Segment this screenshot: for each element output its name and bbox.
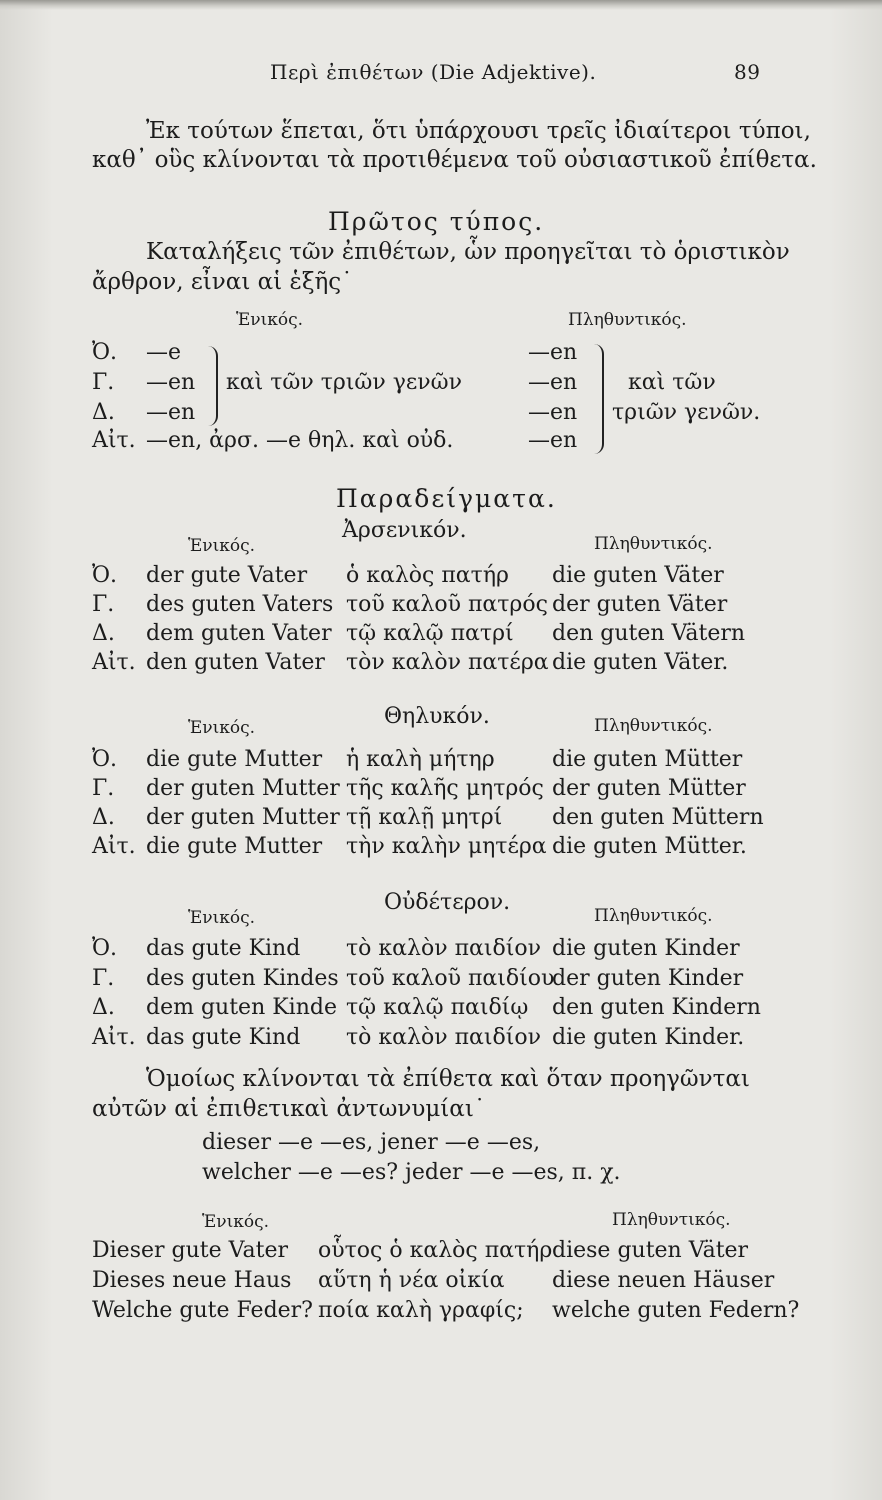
- neut-case-nom: Ὀ.: [92, 936, 118, 961]
- neut-german-gen: des guten Kindes: [146, 966, 339, 991]
- singular-ending-dat: —en: [146, 400, 196, 425]
- endings-case-nom: Ὀ.: [92, 340, 118, 365]
- endings-case-gen: Γ.: [92, 370, 115, 395]
- fem-german-gen: der guten Mutter: [146, 776, 340, 801]
- neut-greek-nom: τὸ καλὸν παιδίον: [346, 936, 542, 961]
- pronoun-german-3: Welche gute Feder?: [92, 1298, 313, 1323]
- masc-greek-dat: τῷ καλῷ πατρί: [346, 621, 514, 646]
- pronoun-greek-3: ποία καλὴ γραφίς;: [318, 1298, 524, 1323]
- pronouns-singular-label: Ἑνικός.: [202, 1212, 270, 1232]
- neut-german-acc: das gute Kind: [146, 1025, 301, 1050]
- pronoun-plural-3: welche guten Federn?: [552, 1298, 800, 1323]
- fem-singular-label: Ἑνικός.: [188, 718, 256, 738]
- pronoun-german-1: Dieser gute Vater: [92, 1238, 288, 1263]
- masc-german-gen: des guten Vaters: [146, 592, 334, 617]
- neut-greek-acc: τὸ καλὸν παιδίον: [346, 1025, 542, 1050]
- neut-plural-nom: die guten Kinder: [552, 936, 740, 961]
- endings-case-dat: Δ.: [92, 400, 115, 425]
- masc-german-nom: der gute Vater: [146, 563, 308, 588]
- first-type-text-2: ἄρθρον, εἶναι αἱ ἑξῆς˙: [92, 269, 353, 295]
- fem-case-acc: Αἰτ.: [92, 834, 136, 859]
- fem-german-dat: der guten Mutter: [146, 805, 340, 830]
- masc-greek-gen: τοῦ καλοῦ πατρός: [346, 592, 548, 617]
- examples-heading: Παραδείγματα.: [336, 484, 557, 513]
- pronouns-list-2: welcher —e —es? jeder —e —es, π. χ.: [202, 1160, 621, 1185]
- pronoun-plural-1: diese guten Väter: [552, 1238, 749, 1263]
- masc-plural-nom: die guten Väter: [552, 563, 724, 588]
- fem-case-gen: Γ.: [92, 776, 115, 801]
- singular-ending-acc: —en, ἀρσ. —e θηλ. καὶ οὐδ.: [146, 428, 454, 453]
- neut-singular-label: Ἑνικός.: [188, 908, 256, 928]
- pronoun-plural-2: diese neuen Häuser: [552, 1268, 775, 1293]
- masc-case-acc: Αἰτ.: [92, 650, 136, 675]
- neut-case-dat: Δ.: [92, 995, 115, 1020]
- singular-ending-nom: —e: [146, 340, 182, 365]
- intro-line-2: καθ᾽ οὓς κλίνονται τὰ προτιθέμενα τοῦ οὐσιαστικοῦ ἐπίθετα.: [92, 147, 817, 173]
- neut-case-acc: Αἰτ.: [92, 1025, 136, 1050]
- fem-greek-gen: τῆς καλῆς μητρός: [346, 776, 544, 801]
- first-type-text-1: Καταλήξεις τῶν ἐπιθέτων, ὧν προηγεῖται τὸ ὁριστικὸν: [146, 239, 790, 265]
- masc-german-acc: den guten Vater: [146, 650, 325, 675]
- pronoun-greek-2: αὕτη ἡ νέα οἰκία: [318, 1268, 505, 1293]
- plural-note-2: τριῶν γενῶν.: [612, 400, 761, 425]
- pronouns-text-2: αὐτῶν αἱ ἐπιθετικαὶ ἀντωνυμίαι˙: [92, 1096, 486, 1122]
- plural-brace: [594, 344, 604, 454]
- fem-plural-nom: die guten Mütter: [552, 747, 743, 772]
- page-number: 89: [734, 60, 761, 84]
- pronouns-text-1: Ὁμοίως κλίνονται τὰ ἐπίθετα καὶ ὅταν προηγῶνται: [146, 1066, 750, 1092]
- neut-plural-label: Πληθυντικός.: [594, 906, 713, 926]
- plural-note-1: καὶ τῶν: [628, 370, 716, 395]
- singular-note: καὶ τῶν τριῶν γενῶν: [226, 370, 462, 395]
- fem-case-dat: Δ.: [92, 805, 115, 830]
- masc-german-dat: dem guten Vater: [146, 621, 332, 646]
- neut-greek-dat: τῷ καλῷ παιδίῳ: [346, 995, 529, 1020]
- masc-greek-acc: τὸν καλὸν πατέρα: [346, 650, 549, 675]
- pronouns-list-1: dieser —e —es, jener —e —es,: [202, 1130, 541, 1155]
- pronoun-greek-1: οὗτος ὁ καλὸς πατήρ: [318, 1238, 553, 1263]
- neut-german-dat: dem guten Kinde: [146, 995, 337, 1020]
- neut-german-nom: das gute Kind: [146, 936, 301, 961]
- first-type-heading: Πρῶτος τύπος.: [328, 207, 545, 236]
- fem-plural-label: Πληθυντικός.: [594, 716, 713, 736]
- neut-plural-gen: der guten Kinder: [552, 966, 744, 991]
- endings-case-acc: Αἰτ.: [92, 428, 136, 453]
- endings-singular-label: Ἑνικός.: [236, 310, 304, 330]
- masc-greek-nom: ὁ καλὸς πατήρ: [346, 563, 509, 588]
- fem-greek-nom: ἡ καλὴ μήτηρ: [346, 747, 495, 772]
- fem-plural-gen: der guten Mütter: [552, 776, 746, 801]
- neut-case-gen: Γ.: [92, 966, 115, 991]
- pronouns-plural-label: Πληθυντικός.: [612, 1210, 731, 1230]
- page-top-edge: [0, 0, 882, 10]
- fem-german-nom: die gute Mutter: [146, 747, 323, 772]
- singular-ending-gen: —en: [146, 370, 196, 395]
- fem-plural-dat: den guten Müttern: [552, 805, 764, 830]
- fem-greek-acc: τὴν καλὴν μητέρα: [346, 834, 547, 859]
- fem-greek-dat: τῇ καλῇ μητρί: [346, 805, 503, 830]
- neut-plural-dat: den guten Kindern: [552, 995, 761, 1020]
- masc-plural-dat: den guten Vätern: [552, 621, 746, 646]
- fem-gender-label: Θηλυκόν.: [384, 704, 490, 729]
- neut-gender-label: Οὐδέτερον.: [384, 890, 511, 915]
- masc-gender-label: Ἀρσενικόν.: [342, 518, 467, 543]
- endings-plural-label: Πληθυντικός.: [568, 310, 687, 330]
- masc-case-nom: Ὀ.: [92, 563, 118, 588]
- neut-plural-acc: die guten Kinder.: [552, 1025, 745, 1050]
- fem-german-acc: die gute Mutter: [146, 834, 323, 859]
- singular-brace: [208, 346, 218, 426]
- fem-plural-acc: die guten Mütter.: [552, 834, 747, 859]
- plural-ending-gen: —en: [528, 370, 578, 395]
- pronoun-german-2: Dieses neue Haus: [92, 1268, 292, 1293]
- masc-case-gen: Γ.: [92, 592, 115, 617]
- masc-case-dat: Δ.: [92, 621, 115, 646]
- fem-case-nom: Ὀ.: [92, 747, 118, 772]
- running-title: Περὶ ἐπιθέτων (Die Adjektive).: [270, 60, 597, 84]
- masc-plural-label: Πληθυντικός.: [594, 534, 713, 554]
- plural-ending-nom: —en: [528, 340, 578, 365]
- masc-plural-gen: der guten Väter: [552, 592, 728, 617]
- neut-greek-gen: τοῦ καλοῦ παιδίου: [346, 966, 555, 991]
- masc-plural-acc: die guten Väter.: [552, 650, 729, 675]
- intro-line-1: Ἐκ τούτων ἕπεται, ὅτι ὑπάρχουσι τρεῖς ἰδιαίτεροι τύποι,: [146, 118, 811, 144]
- plural-ending-dat: —en: [528, 400, 578, 425]
- plural-ending-acc: —en: [528, 428, 578, 453]
- masc-singular-label: Ἑνικός.: [188, 536, 256, 556]
